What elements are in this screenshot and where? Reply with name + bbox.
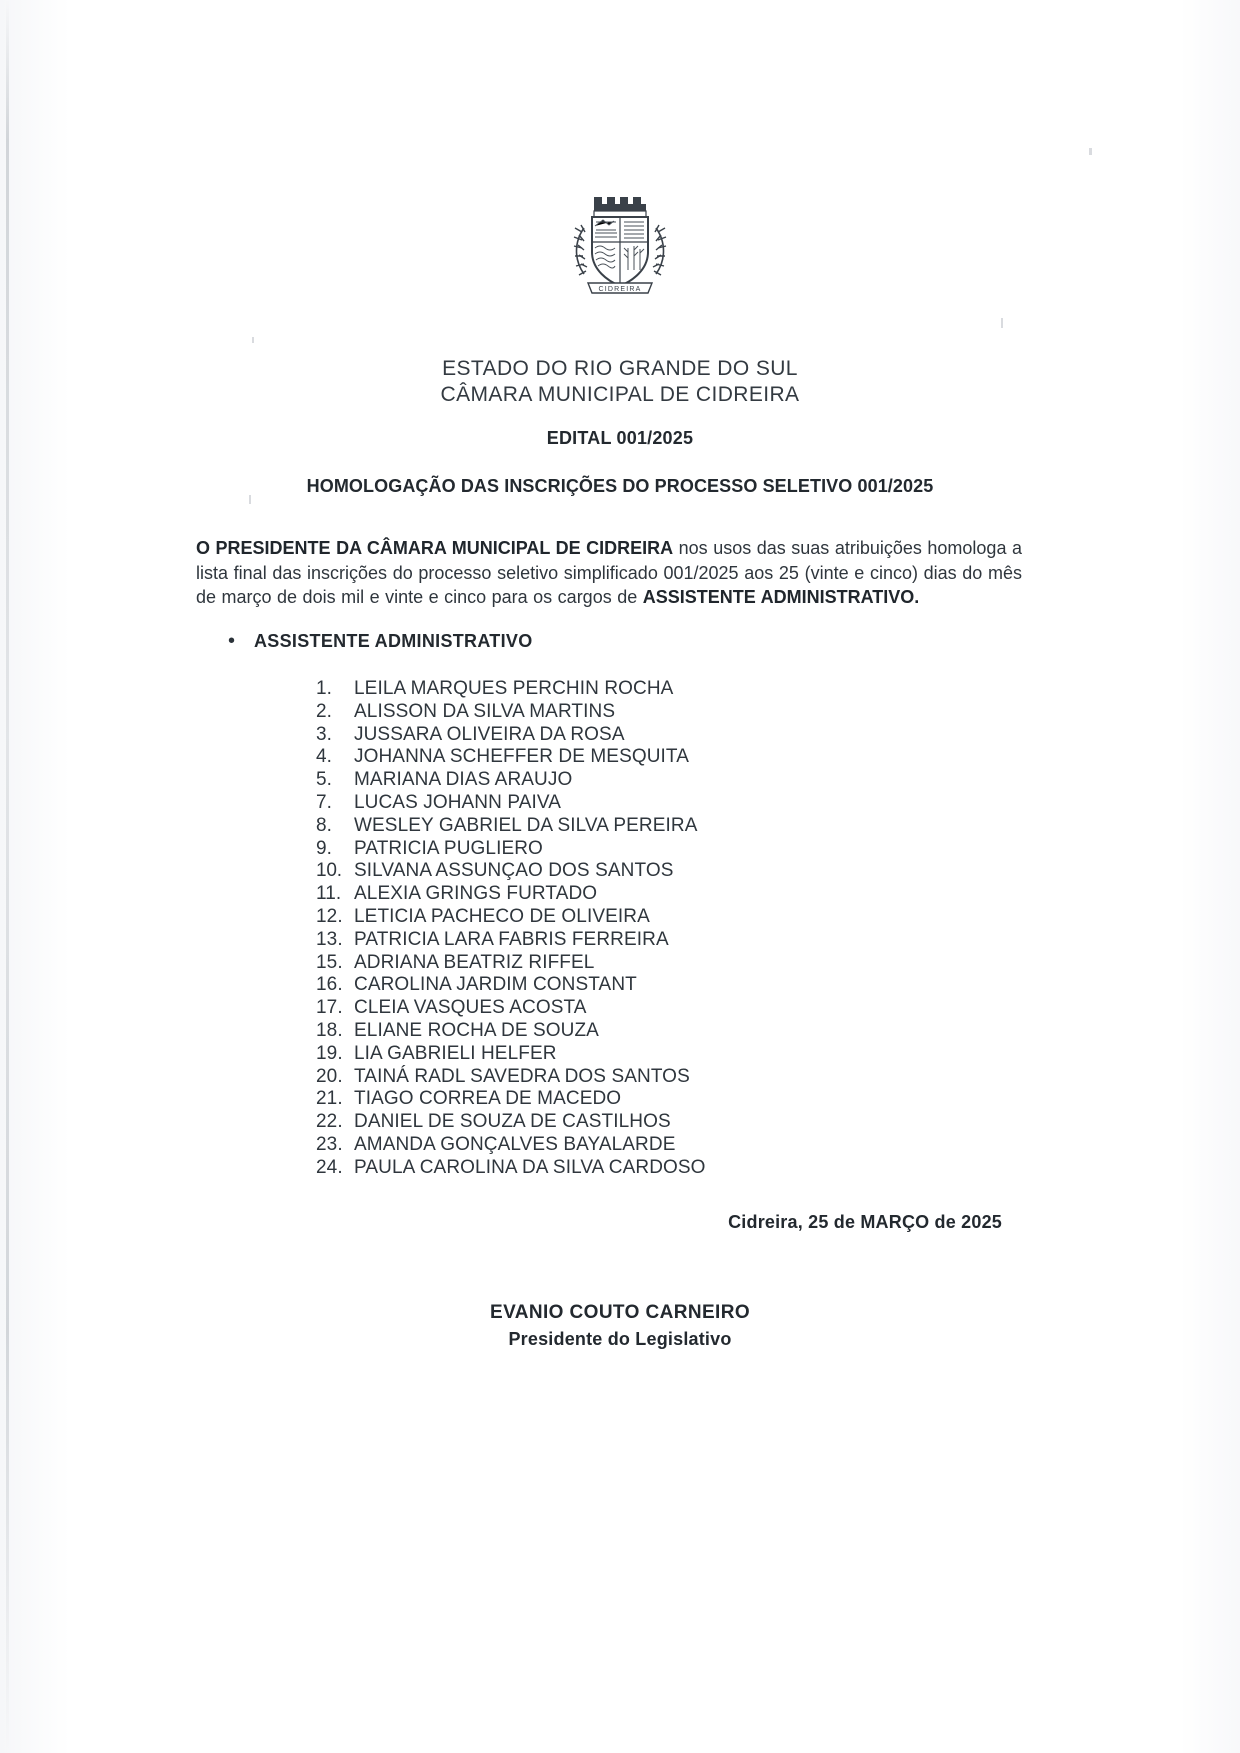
candidate-name: SILVANA ASSUNÇAO DOS SANTOS — [354, 860, 674, 882]
candidate-name: DANIEL DE SOUZA DE CASTILHOS — [354, 1111, 671, 1133]
candidate-number: 23. — [316, 1133, 343, 1155]
candidate-number: 11. — [316, 883, 342, 905]
paragraph-lead: O PRESIDENTE DA CÂMARA MUNICIPAL DE CIDREIRA — [196, 538, 674, 558]
candidate-name: LUCAS JOHANN PAIVA — [354, 791, 561, 813]
candidate-name: MARIANA DIAS ARAUJO — [354, 769, 573, 791]
candidate-number: 15. — [316, 951, 343, 973]
subject-title: HOMOLOGAÇÃO DAS INSCRIÇÕES DO PROCESSO SELETIVO 001/2025 — [306, 476, 934, 496]
candidate-number: 13. — [316, 928, 343, 950]
candidate-number: 9. — [316, 837, 333, 859]
role-label: ASSISTENTE ADMINISTRATIVO — [254, 631, 533, 651]
candidate-row — [316, 769, 1016, 792]
scan-speck-artifact — [252, 337, 254, 343]
candidate-name: PATRICIA LARA FABRIS FERREIRA — [354, 928, 669, 950]
candidate-name: ELIANE ROCHA DE SOUZA — [354, 1019, 599, 1041]
candidate-name: JOHANNA SCHEFFER DE MESQUITA — [354, 746, 689, 768]
role-bullet-heading — [228, 630, 533, 652]
signatory-role: Presidente do Legislativo — [508, 1329, 732, 1349]
candidate-row — [316, 1111, 1016, 1134]
candidate-row — [316, 1157, 1016, 1180]
candidate-row — [316, 701, 1016, 724]
candidate-row — [316, 860, 1016, 883]
candidate-name: LIA GABRIELI HELFER — [354, 1042, 557, 1064]
organization-heading — [0, 356, 1240, 408]
candidate-row — [316, 997, 1016, 1020]
candidate-row — [316, 1134, 1016, 1157]
candidate-name: AMANDA GONÇALVES BAYALARDE — [354, 1133, 676, 1155]
candidate-row — [316, 974, 1016, 997]
chamber-name: CÂMARA MUNICIPAL DE CIDREIRA — [440, 383, 800, 406]
candidate-name: LEILA MARQUES PERCHIN ROCHA — [354, 678, 674, 699]
candidate-number: 8. — [316, 814, 333, 836]
candidate-row — [316, 1043, 1016, 1066]
candidate-name: TAINÁ RADL SAVEDRA DOS SANTOS — [354, 1065, 690, 1087]
candidate-number: 1. — [316, 678, 333, 699]
candidate-name: PATRICIA PUGLIERO — [354, 837, 543, 859]
coat-of-arms-icon — [558, 186, 682, 310]
candidate-name: ALEXIA GRINGS FURTADO — [354, 883, 598, 905]
signature-block — [0, 1300, 1240, 1352]
candidate-name: JUSSARA OLIVEIRA DA ROSA — [354, 723, 625, 745]
candidate-number: 16. — [316, 974, 343, 996]
candidate-number: 20. — [316, 1065, 343, 1087]
crest-container — [0, 186, 1240, 310]
candidate-name: TIAGO CORREA DE MACEDO — [354, 1088, 622, 1110]
main-paragraph — [196, 536, 1022, 610]
candidate-number: 10. — [316, 860, 342, 882]
candidate-row — [316, 838, 1016, 861]
candidate-list — [316, 678, 1016, 1180]
candidate-row — [316, 1088, 1016, 1111]
candidate-number: 3. — [316, 723, 333, 745]
candidate-name: ADRIANA BEATRIZ RIFFEL — [354, 951, 595, 973]
candidate-number: 21. — [316, 1088, 343, 1110]
candidate-row — [316, 678, 1016, 701]
signatory-name: EVANIO COUTO CARNEIRO — [490, 1302, 750, 1323]
candidate-row — [316, 1066, 1016, 1089]
candidate-row — [316, 883, 1016, 906]
candidate-row — [316, 815, 1016, 838]
candidate-row — [316, 952, 1016, 975]
crest-caption: CIDREIRA — [598, 286, 642, 293]
candidate-row — [316, 929, 1016, 952]
candidate-number: 22. — [316, 1111, 343, 1133]
scan-speck-artifact — [1089, 148, 1092, 155]
candidate-row — [316, 792, 1016, 815]
candidate-number: 17. — [316, 997, 343, 1019]
candidate-name: CAROLINA JARDIM CONSTANT — [354, 974, 637, 996]
candidate-name: LETICIA PACHECO DE OLIVEIRA — [354, 905, 650, 927]
candidate-name: ALISSON DA SILVA MARTINS — [354, 700, 616, 722]
candidate-row — [316, 906, 1016, 929]
candidate-row — [316, 1020, 1016, 1043]
candidate-name: CLEIA VASQUES ACOSTA — [354, 997, 587, 1019]
candidate-number: 5. — [316, 769, 333, 791]
state-name: ESTADO DO RIO GRANDE DO SUL — [442, 357, 798, 380]
paragraph-body: nos usos das suas atribuições homologa a lista final das inscrições do processo seletivo simplificado 001/2025 aos 25 (vinte e cinco) dias do mês de março de dois mil e vinte e cinco para os cargos de — [196, 538, 1022, 607]
candidate-number: 7. — [316, 791, 333, 813]
candidate-row — [316, 746, 1016, 769]
candidate-number: 18. — [316, 1019, 343, 1041]
candidate-row — [316, 724, 1016, 747]
candidate-number: 24. — [316, 1156, 343, 1178]
candidate-name: WESLEY GABRIEL DA SILVA PEREIRA — [354, 814, 698, 836]
edital-number-title: EDITAL 001/2025 — [546, 428, 694, 448]
candidate-number: 4. — [316, 746, 333, 768]
place-and-date: Cidreira, 25 de MARÇO de 2025 — [728, 1212, 1002, 1232]
candidate-number: 2. — [316, 700, 333, 722]
scan-speck-artifact — [1001, 318, 1003, 328]
paragraph-role-bold: ASSISTENTE ADMINISTRATIVO. — [642, 587, 920, 607]
candidate-number: 19. — [316, 1042, 343, 1064]
candidate-name: PAULA CAROLINA DA SILVA CARDOSO — [354, 1156, 706, 1178]
candidate-number: 12. — [316, 905, 343, 927]
bullet-icon: • — [228, 630, 236, 652]
